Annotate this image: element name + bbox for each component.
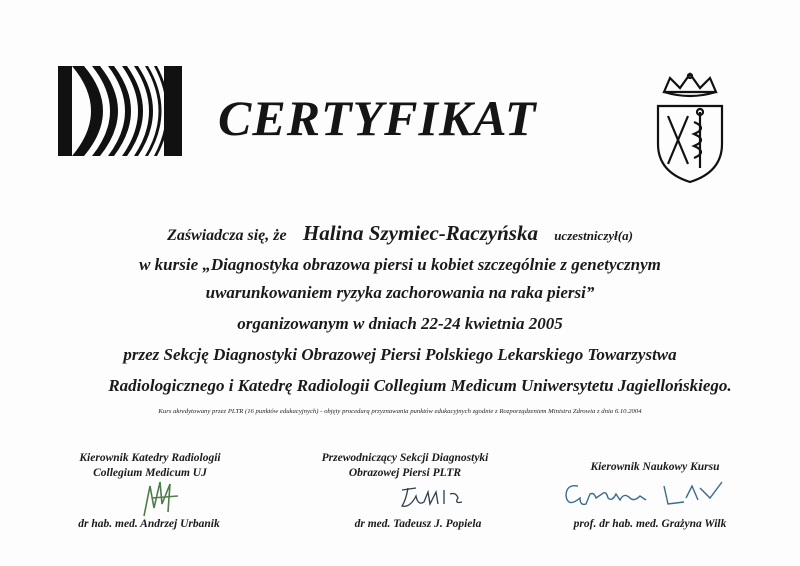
signature-3 xyxy=(560,476,750,512)
signature-2 xyxy=(398,484,468,510)
signature-1 xyxy=(138,478,188,520)
signatory-3-title-line: Kierownik Naukowy Kursu xyxy=(590,461,720,473)
signatory-2-name: dr med. Tadeusz J. Popiela xyxy=(354,518,482,530)
certificate-title: CERTYFIKAT xyxy=(218,90,537,146)
dates-line: organizowanym w dniach 22-24 kwietnia 2005 xyxy=(237,314,563,333)
organizer-line-2: Radiologicznego i Katedrę Radiologii Collegium Medicum Uniwersytetu Jagiellońskiego. xyxy=(108,376,732,395)
signatory-3-name: prof. dr hab. med. Grażyna Wilk xyxy=(573,518,727,530)
signatory-1-title-line: Kierownik Katedry Radiologii xyxy=(79,452,221,464)
signatory-1-title-line: Collegium Medicum UJ xyxy=(93,467,207,479)
signatory-2-title-line: Przewodniczący Sekcji Diagnostyki xyxy=(321,452,489,464)
crowned-medical-crest-icon xyxy=(648,72,732,184)
organizer-line-1: przez Sekcję Diagnostyki Obrazowej Piersi Polskiego Lekarskiego Towarzystwa xyxy=(123,345,677,364)
participation-text: uczestniczył(a) xyxy=(554,228,633,243)
signatory-2-title-line: Obrazowej Piersi PLTR xyxy=(348,467,462,479)
signatory-1-name: dr hab. med. Andrzej Urbanik xyxy=(78,518,220,530)
signatory-2-title xyxy=(300,451,510,481)
course-line-1: w kursie „Diagnostyka obrazowa piersi u kobiet szczególnie z genetycznym xyxy=(139,255,661,274)
accreditation-note: Kurs akredytowany przez PLTR (16 punktów edukacyjnych) - objęty procedurą przyznawania punktów edukacyjnych zgodnie z Rozporządzeniem Ministra Zdrowia z dnia 6.10.2004 xyxy=(158,408,642,415)
statement-lead: Zaświadcza się, że xyxy=(167,227,287,244)
concentric-arcs-logo-icon xyxy=(58,66,182,156)
statement-line xyxy=(0,222,800,247)
course-line-2: uwarunkowaniem ryzyka zachorowania na raka piersi” xyxy=(205,283,595,302)
participant-name: Halina Szymiec-Raczyńska xyxy=(302,221,538,245)
signatory-1-title xyxy=(50,451,250,481)
signatory-3-title xyxy=(555,460,755,475)
